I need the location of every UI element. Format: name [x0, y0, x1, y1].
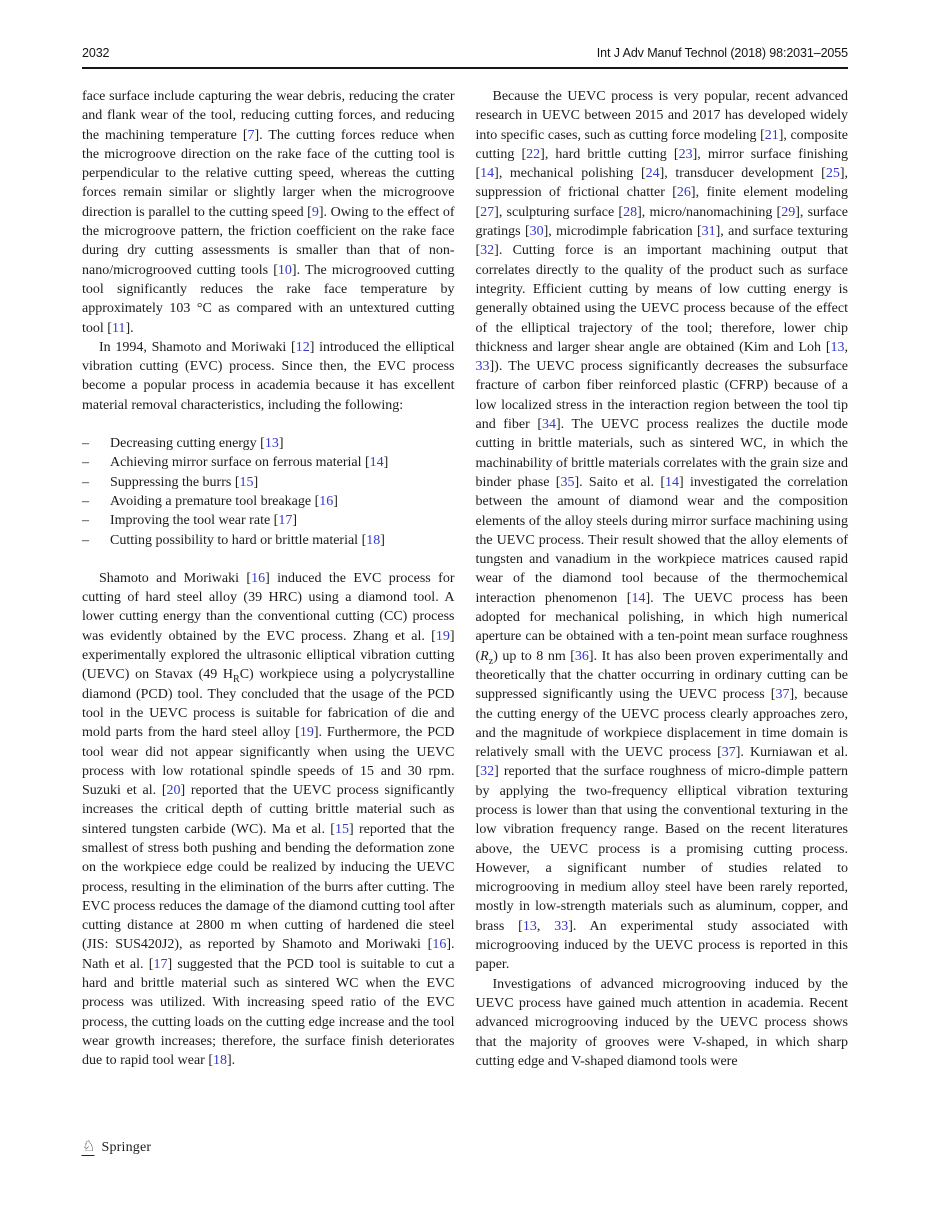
dash-bullet: – — [82, 513, 89, 529]
citation-link[interactable]: 17 — [153, 956, 168, 972]
page-number: 2032 — [82, 46, 110, 60]
citation-link[interactable]: 28 — [623, 204, 638, 220]
list-item-text: Avoiding a premature tool breakage [16] — [110, 493, 338, 509]
list-item — [82, 531, 455, 550]
citation-link[interactable]: 15 — [239, 474, 254, 490]
citation-link[interactable]: 13 — [264, 436, 279, 452]
citation-link[interactable]: 32 — [480, 243, 495, 259]
citation-link[interactable]: 16 — [251, 570, 266, 586]
citation-link[interactable]: 14 — [665, 474, 679, 490]
citation-link[interactable]: 36 — [574, 648, 589, 664]
citation-link[interactable]: 33 — [554, 918, 569, 934]
list-item-text: Suppressing the burrs [15] — [110, 474, 259, 490]
dash-bullet: – — [82, 474, 89, 490]
citation-link[interactable]: 18 — [213, 1053, 228, 1069]
page-header — [82, 0, 848, 69]
paragraph: Because the UEVC process is very popular, recent advanced research in UEVC between 2015 and 2017 has developed widely into specific cases, such as cutting force modeling [21], composite cutting [22], hard brittle cutting [23], mirror surface finishing [14], mechanical polishing [24], transducer development [25], suppression of frictional chatter [26], finite element modeling [27], sculpturing surface [28], micro/nanomachining [29], surface gratings [30], microdimple fabrication [31], and surface texturing [32]. Cutting force is an important machining output that correlates directly to the quality of the product such as surface integrity. Efficient cutting by means of low cutting energy is generally obtained using the UEVC process because of the effect of the elliptical trajectory of the tool; therefore, lower chip thickness and larger shear angle are obtained (Kim and Loh [13, 33]). The UEVC process significantly decreases the subsurface fracture of carbon fiber reinforced plastic (CFRP) because of a low localized stress in the interaction region between the tool tip and fiber [34]. The UEVC process realizes the ductile mode cutting in brittle materials, such as sintered WC, in which the machinability of brittle materials correlates with the grain size and binder phase [35]. Saito et al. [14] investigated the correlation between the amount of diamond wear and the composition elements of the alloy steels during mirror surface machining using the UEVC process. Their result showed that the alloy elements of tungsten and vanadium in the workpiece matrices caused rapid wear of the diamond tool because of the thermochemical interaction phenomenon [14]. The UEVC process has been adopted for mechanical polishing, in which high numerical aperture can be obtained with a ten-point mean surface roughness $(R_z)$ up to 8 nm [36]. It has also been proven experimentally and theoretically that the chatter occurring in ordinary cutting can be suppressed significantly using the UEVC process [37], because the cutting energy of the UEVC process clearly approaches zero, and the magnitude of workpiece displacement in time domain is relatively small with the UEVC process [37]. Kurniawan et al. [32] reported that the surface roughness of micro-dimple pattern by applying the two-frequency elliptical vibration texturing process is lower than that using the conventional texturing in the low vibration frequency range. Based on the recent literatures above, the UEVC process is a promising cutting process. However, a significant number of studies related to microgrooving in medium alloy steel have been rarely reported, mostly in low-strength materials such as aluminum, copper, and brass [13, 33]. An experimental study associated with microgrooving induced by the UEVC process is reported in this paper. — [475, 89, 849, 973]
citation-link[interactable]: 33 — [475, 359, 490, 375]
citation-link[interactable]: 31 — [701, 224, 716, 240]
article-body — [82, 87, 848, 1071]
citation-link[interactable]: 15 — [334, 821, 349, 837]
list-item-text: Cutting possibility to hard or brittle material [18] — [110, 532, 385, 548]
citation-link[interactable]: 34 — [542, 417, 556, 433]
dash-bullet: – — [82, 455, 89, 471]
list-item — [82, 434, 455, 453]
citation-link[interactable]: 32 — [480, 764, 495, 780]
paragraph: Shamoto and Moriwaki [16] induced the EVC process for cutting of hard steel alloy (39 HRC) using a diamond tool. A lower cutting energy than the conventional cutting (CC) process was evidently obtained by the EVC process. Zhang et al. [19] experimentally explored the ultrasonic elliptical vibration cutting (UEVC) on Stavax (49 $H_RC$) workpiece using a polycrystalline diamond (PCD) tool. They concluded that the usage of the PCD tool in the UEVC process is suitable for fabrication of die and mold parts from the hard steel alloy [19]. Furthermore, the PCD tool wear did not appear significantly when using the UEVC process with low rotational spindle speeds of 15 and 30 rpm. Suzuki et al. [20] reported that the UEVC process significantly increases the critical depth of cutting brittle material such as sintered tungsten carbide (WC). Ma et al. [15] reported that the smallest of stress both pushing and bending the deformation zone on the workpiece edge could be realized by inducing the UEVC process, resulting in the elimination of the burrs after cutting. The EVC process reduces the damage of the diamond cutting tool after cutting distance at 2800 m when cutting of hardened die steel (JIS: SUS420J2), as reported by Shamoto and Moriwaki [16]. Nath et al. [17] suggested that the PCD tool is suitable to cut a hard and brittle material such as sintered WC when the EVC process was utilized. With increasing speed ratio of the EVC process, the cutting loads on the cutting edge increase and the tool wear growth increases; therefore, the surface finish deteriorates due to rapid tool wear [18]. — [82, 570, 455, 1069]
list-item — [82, 453, 455, 472]
publisher-name: Springer — [101, 1139, 152, 1155]
citation-link[interactable]: 13 — [830, 339, 845, 355]
citation-link[interactable]: 21 — [764, 127, 779, 143]
left-column — [82, 87, 455, 1071]
list-item-text: Improving the tool wear rate [17] — [110, 513, 297, 529]
paragraph: face surface include capturing the wear debris, reducing the crater and flank wear of the tool, reducing cutting forces, and reducing the machining temperature [7]. The cutting forces reduce when the microgroove direction on the rake face of the cutting tool is perpendicular to the relative cutting speed, whereas the cutting forces remain similar or slightly larger when the microgroove direction is parallel to the cutting speed [9]. Owing to the effect of the microgroove pattern, the friction coefficient on the rake face during dry cutting assessments is smaller than that of non-nano/microgrooved cutting tools [10]. The microgrooved cutting tool significantly reduces the rake face temperature by approximately 103 °C as compared with an untextured cutting tool [11]. — [82, 89, 455, 336]
paragraph: Investigations of advanced microgrooving induced by the UEVC process have gained much attention in academia. Recent advanced microgrooving induced by the UEVC process shows that the majority of grooves were V-shaped, in which sharp cutting edge and V-shaped diamond tools were — [475, 976, 848, 1069]
citation-link[interactable]: 37 — [721, 745, 736, 761]
citation-link[interactable]: 7 — [247, 127, 255, 143]
citation-link[interactable]: 22 — [526, 146, 541, 162]
dash-bullet: – — [82, 493, 89, 509]
list-item-text: Achieving mirror surface on ferrous material [14] — [110, 455, 389, 471]
right-column — [476, 87, 849, 1071]
list-item-text: Decreasing cutting energy [13] — [110, 436, 284, 452]
citation-link[interactable]: 9 — [311, 204, 319, 220]
citation-link[interactable]: 19 — [435, 628, 450, 644]
citation-link[interactable]: 23 — [678, 146, 693, 162]
citation-link[interactable]: 19 — [299, 725, 314, 741]
citation-link[interactable]: 16 — [319, 493, 334, 509]
citation-link[interactable]: 14 — [480, 166, 495, 182]
springer-knight-icon: ♘ — [81, 1137, 97, 1155]
citation-link[interactable]: 26 — [676, 185, 691, 201]
citation-link[interactable]: 37 — [775, 687, 790, 703]
citation-link[interactable]: 35 — [560, 474, 575, 490]
citation-link[interactable]: 12 — [295, 339, 310, 355]
citation-link[interactable]: 14 — [369, 455, 384, 471]
dash-bullet: – — [82, 436, 89, 452]
citation-link[interactable]: 30 — [529, 224, 544, 240]
citation-link[interactable]: 25 — [825, 166, 840, 182]
citation-link[interactable]: 27 — [480, 204, 495, 220]
citation-link[interactable]: 24 — [645, 166, 660, 182]
page-footer — [82, 1139, 151, 1156]
citation-link[interactable]: 11 — [111, 320, 126, 336]
dash-bullet: – — [82, 532, 89, 548]
list-item — [82, 473, 455, 492]
citation-link[interactable]: 20 — [166, 783, 181, 799]
paragraph: In 1994, Shamoto and Moriwaki [12] introduced the elliptical vibration cutting (EVC) process. Since then, the EVC process become a popular process in academia because it has excellent material removal characteristics, including the following: — [82, 339, 455, 413]
citation-link[interactable]: 14 — [631, 590, 646, 606]
list-item — [82, 511, 455, 530]
citation-link[interactable]: 10 — [277, 262, 292, 278]
citation-link[interactable]: 17 — [278, 513, 293, 529]
bullet-list — [82, 434, 455, 550]
citation-link[interactable]: 18 — [366, 532, 381, 548]
citation-link[interactable]: 29 — [781, 204, 796, 220]
list-item — [82, 492, 455, 511]
journal-reference: Int J Adv Manuf Technol (2018) 98:2031–2055 — [596, 46, 848, 60]
citation-link[interactable]: 13 — [522, 918, 537, 934]
citation-link[interactable]: 16 — [432, 937, 447, 953]
